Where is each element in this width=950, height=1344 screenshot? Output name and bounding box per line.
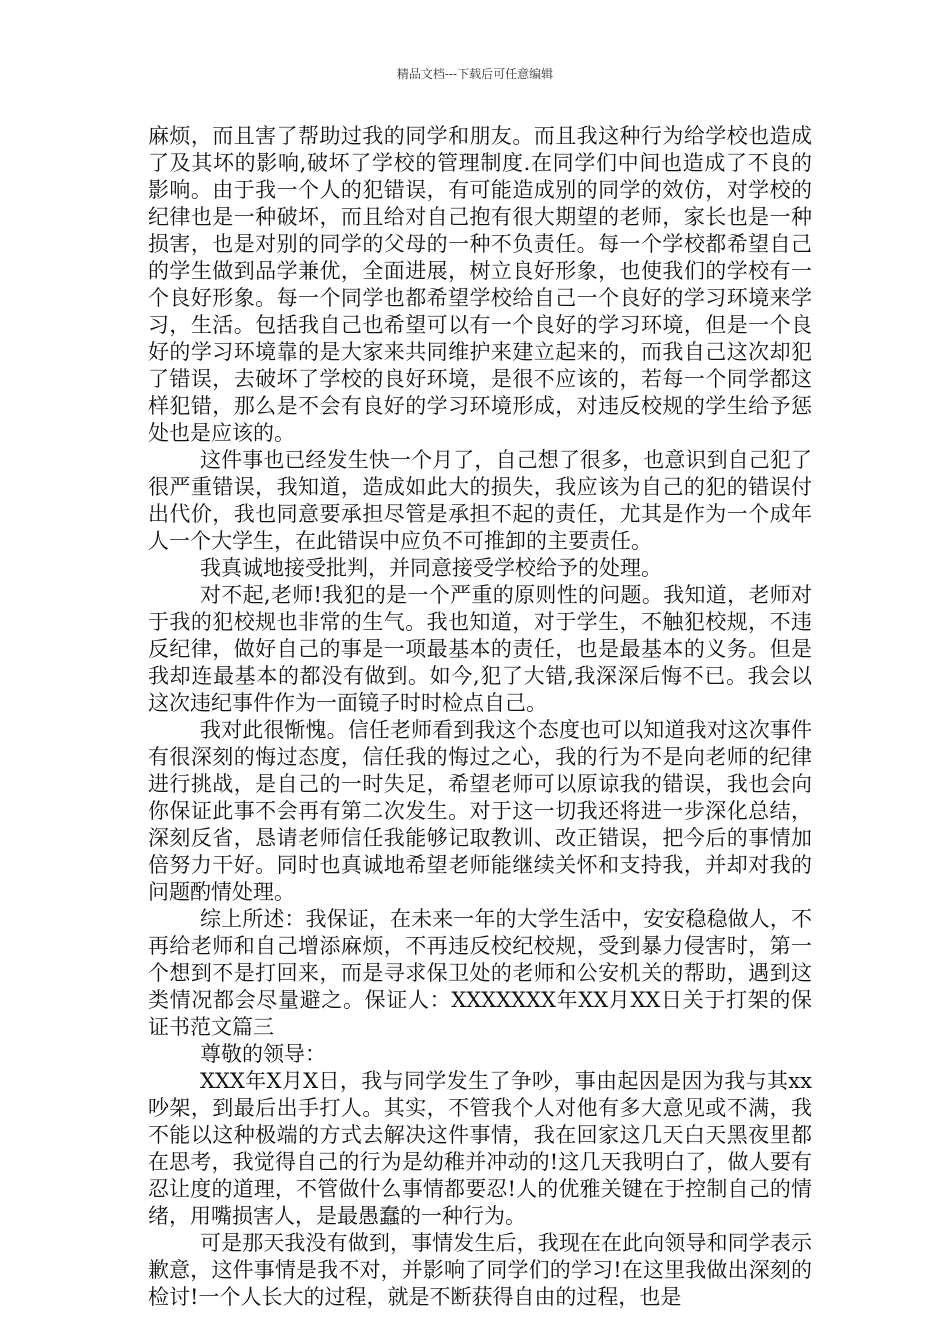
paragraph-1: 麻烦，而且害了帮助过我的同学和朋友。而且我这种行为给学校也造成了及其坏的影响,破坏了学校的管理制度.在同学们中间也造成了不良的影响。由于我一个人的犯错误，有可能造成别的同学的效仿，对学校的纪律也是一种破坏，而且给对自己抱有很大期望的老师，家长也是一种损害，也是对别的同学的父母的一种不负责任。每一个学校都希望自己的学生做到品学兼优，全面进展，树立良好形象，也使我们的学校有一个良好形象。每一个同学也都希望学校给自己一个良好的学习环境来学习，生活。包括我自己也希望可以有一个良好的学习环境，但是一个良好的学习环境靠的是大家来共同维护来建立起来的，而我自己这次却犯了错误，去破坏了学校的良好环境，是很不应该的，若每一个同学都这样犯错，那么是不会有良好的学习环境形成，对违反校规的学生给予惩处也是应该的。 (148, 124, 812, 445)
paragraph-5: 我对此很惭愧。信任老师看到我这个态度也可以知道我对这次事件有很深刻的悔过态度，信任我的悔过之心，我的行为不是向老师的纪律进行挑战，是自己的一时失足，希望老师可以原谅我的错误，我也会向你保证此事不会再有第二次发生。对于这一切我还将进一步深化总结，深刻反省，恳请老师信任我能够记取教训、改正错误，把今后的事情加倍努力干好。同时也真诚地希望老师能继续关怀和支持我，并却对我的问题酌情处理。 (148, 718, 812, 904)
paragraph-9: 可是那天我没有做到，事情发生后，我现在在此向领导和同学表示歉意，这件事情是我不对，并影响了同学们的学习!在这里我做出深刻的检讨!一个人长大的过程，就是不断获得自由的过程，也是 (148, 1231, 812, 1309)
paragraph-4: 对不起,老师!我犯的是一个严重的原则性的问题。我知道，老师对于我的犯校规也非常的生气。我也知道，对于学生，不触犯校规，不违反纪律，做好自己的事是一项最基本的责任，也是最基本的义务。但是我却连最基本的都没有做到。如今,犯了大错,我深深后悔不已。我会以这次违纪事件作为一面镜子时时检点自己。 (148, 583, 812, 715)
paragraph-2: 这件事也已经发生快一个月了，自己想了很多，也意识到自己犯了很严重错误，我知道，造成如此大的损失，我应该为自己的犯的错误付出代价，我也同意要承担尽管是承担不起的责任，尤其是作为一个成年人一个大学生，在此错误中应负不可推卸的主要责任。 (148, 448, 812, 553)
page-header: 精品文档---下载后可任意编辑 (396, 67, 554, 81)
document-body (148, 123, 812, 1311)
paragraph-6: 综上所述：我保证，在未来一年的大学生活中，安安稳稳做人，不再给老师和自己增添麻烦，不再违反校纪校规，受到暴力侵害时，第一个想到不是打回来，而是寻求保卫处的老师和公安机关的帮助，遇到这类情况都会尽量避之。保证人：XXXXXXX年XX月XX日关于打架的保证书范文篇三 (148, 907, 812, 1039)
paragraph-3: 我真诚地接受批判，并同意接受学校给予的处理。 (200, 556, 662, 580)
salutation: 尊敬的领导： (200, 1042, 326, 1066)
paragraph-8: XXX年X月X日，我与同学发生了争吵，事由起因是因为我与其xx吵架，到最后出手打人。其实，不管我个人对他有多大意见或不满，我不能以这种极端的方式去解决这件事情，我在回家这几天白天黑夜里都在思考，我觉得自己的行为是幼稚并冲动的!这几天我明白了，做人要有忍让度的道理，不管做什么事情都要忍!人的优雅关键在于控制自己的情绪，用嘴损害人，是最愚蠢的一种行为。 (148, 1069, 812, 1228)
